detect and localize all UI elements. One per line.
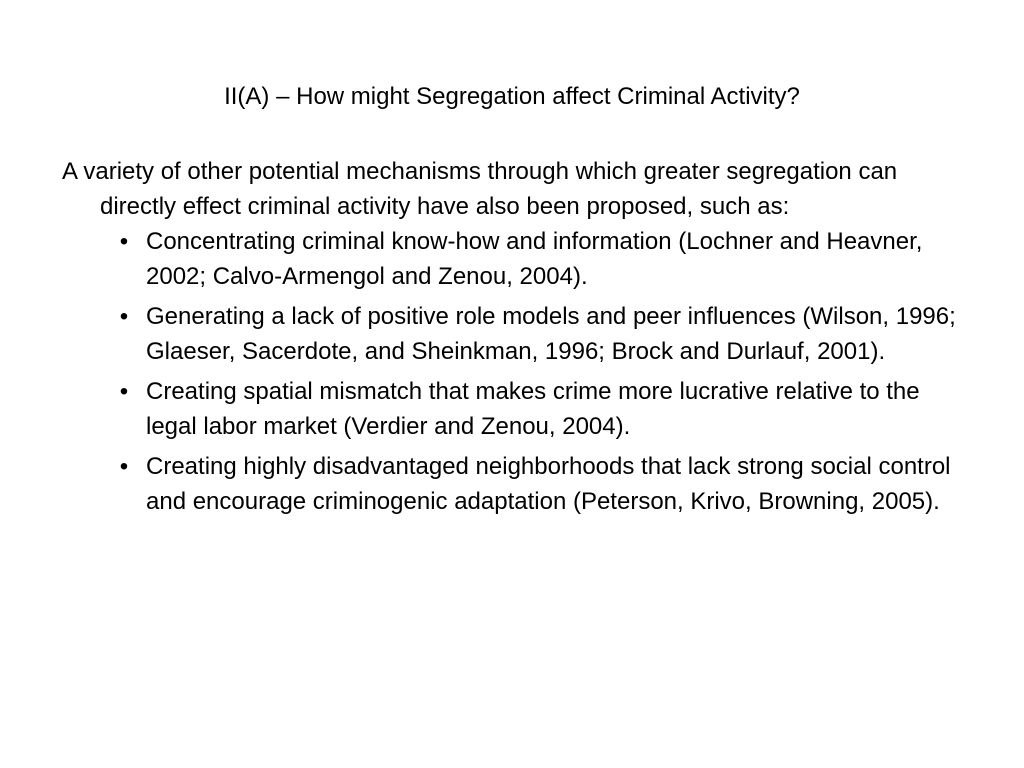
- bullet-item: [62, 299, 962, 369]
- bullet-item: [62, 224, 962, 294]
- bullet-list: [62, 224, 962, 519]
- bullet-item: [62, 374, 962, 444]
- bullet-dot-icon: •: [119, 453, 129, 480]
- bullet-text: Creating spatial mismatch that makes crime more lucrative relative to the legal labor market (Verdier and Zenou, 2004).: [146, 378, 920, 440]
- slide-title: II(A) – How might Segregation affect Criminal Activity?: [224, 83, 800, 110]
- bullet-dot-icon: •: [119, 303, 129, 330]
- bullet-item: [62, 449, 962, 519]
- bullet-text: Concentrating criminal know-how and information (Lochner and Heavner, 2002; Calvo-Armengol and Zenou, 2004).: [146, 228, 923, 290]
- bullet-text: Generating a lack of positive role models and peer influences (Wilson, 1996; Glaeser, Sacerdote, and Sheinkman, 1996; Brock and Durlauf, 2001).: [146, 303, 956, 365]
- bullet-text: Creating highly disadvantaged neighborhoods that lack strong social control and encourage criminogenic adaptation (Peterson, Krivo, Browning, 2005).: [146, 453, 951, 515]
- bullet-dot-icon: •: [119, 378, 129, 405]
- bullet-dot-icon: •: [119, 228, 129, 255]
- slide-body: [62, 154, 962, 519]
- intro-paragraph: A variety of other potential mechanisms through which greater segregation can directly effect criminal activity have also been proposed, such as:: [62, 158, 898, 220]
